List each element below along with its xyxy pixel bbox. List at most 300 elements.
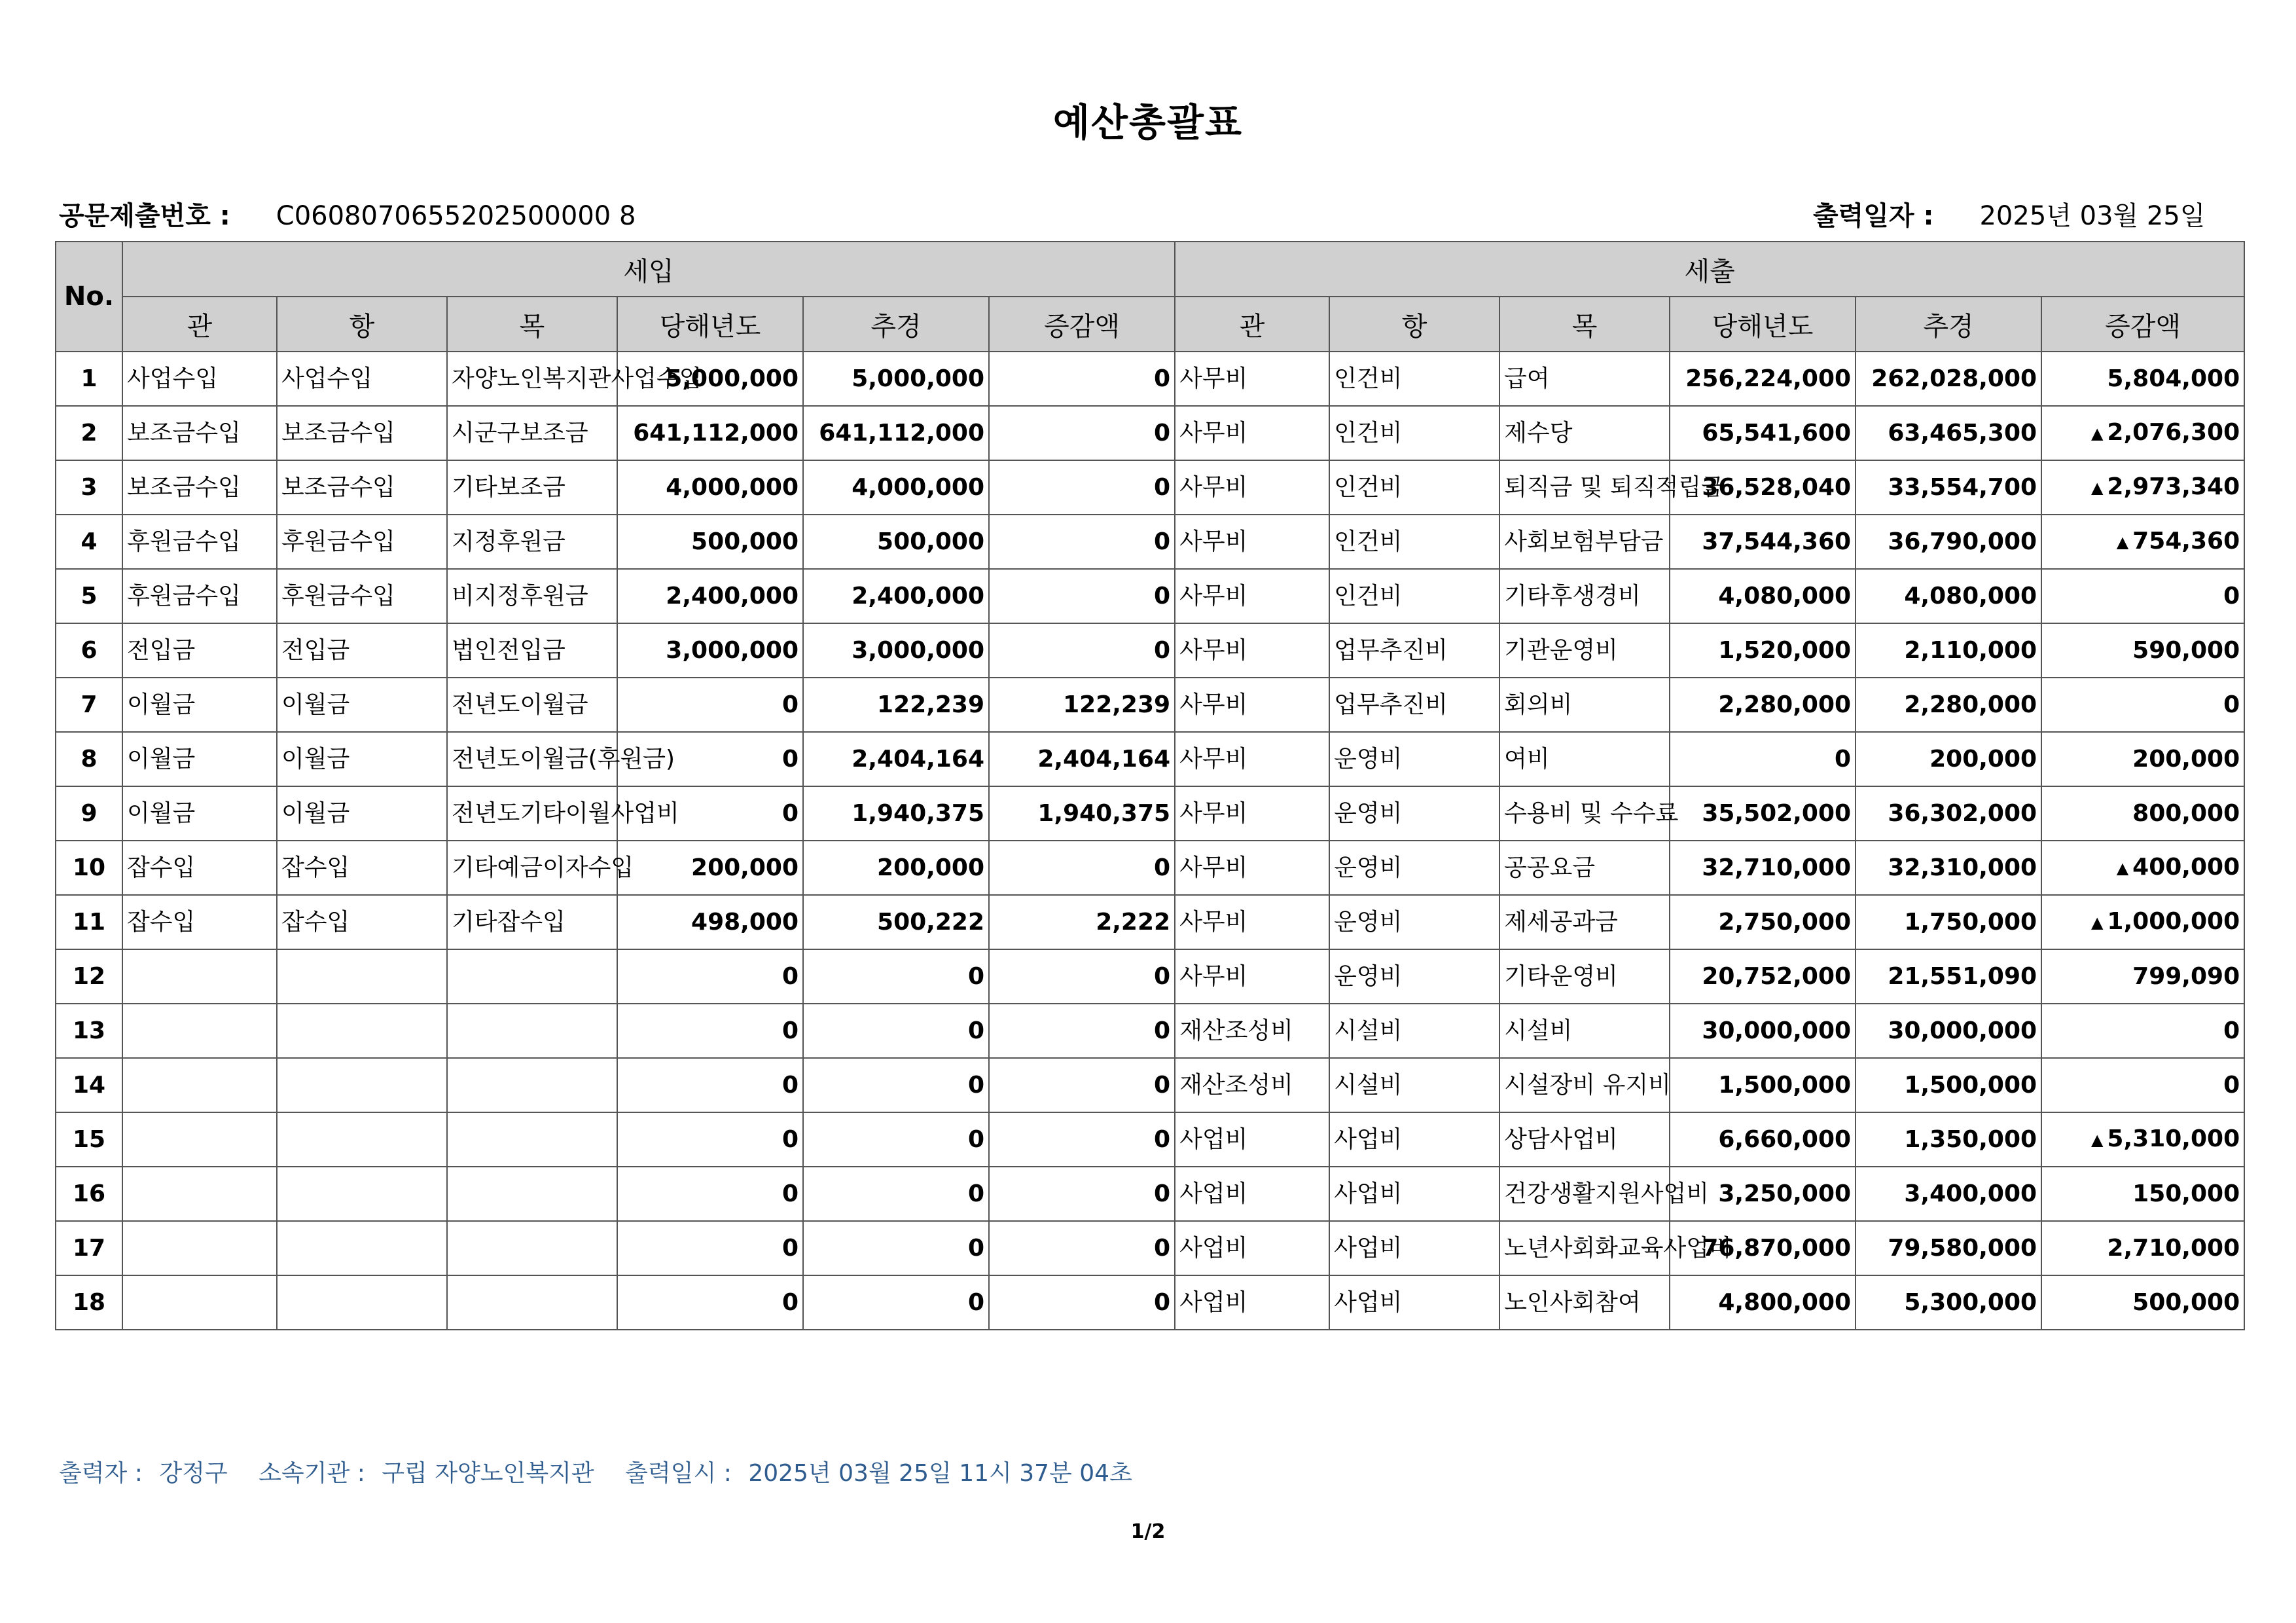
expense-gwan-cell — [1175, 460, 1329, 515]
expense-current-value: 3,250,000 — [1718, 1180, 1852, 1207]
expense-hang-value: 인건비 — [1334, 473, 1403, 501]
income-change-cell — [989, 895, 1175, 949]
expense-current-cell — [1670, 895, 1856, 949]
income-supplementary-value: 500,222 — [877, 908, 984, 936]
income-gwan-cell — [122, 1275, 277, 1330]
income-change-value: 1,940,375 — [1037, 799, 1171, 827]
income-change-value: 0 — [1154, 419, 1171, 447]
income-current-cell — [617, 1004, 803, 1058]
income-gwan-cell — [122, 406, 277, 460]
row-number-value: 6 — [81, 636, 98, 664]
income-current-cell — [617, 406, 803, 460]
expense-current-cell — [1670, 678, 1856, 732]
org-name: 구립 자양노인복지관 — [382, 1460, 594, 1487]
expense-current-value: 4,080,000 — [1718, 582, 1852, 610]
income-supplementary-value: 3,000,000 — [852, 636, 984, 664]
expense-change-cell — [2041, 515, 2244, 569]
header-out-hang: 항 — [1329, 297, 1499, 352]
table-row — [56, 1004, 2244, 1058]
income-hang-value: 잡수입 — [281, 854, 350, 881]
expense-current-cell — [1670, 1112, 1856, 1167]
expense-gwan-value: 재산조성비 — [1179, 1071, 1293, 1099]
row-number-cell — [56, 1058, 122, 1112]
income-supplementary-cell — [803, 460, 989, 515]
expense-gwan-cell — [1175, 949, 1329, 1004]
income-hang-value: 이월금 — [281, 799, 350, 827]
income-supplementary-value: 2,404,164 — [852, 745, 984, 773]
expense-supplementary-value: 2,110,000 — [1904, 636, 2037, 664]
row-number-cell — [56, 678, 122, 732]
expense-change-value: 0 — [2223, 691, 2240, 718]
income-mok-value: 기타예금이자수입 — [452, 854, 634, 881]
expense-change-value: 400,000 — [2132, 854, 2240, 881]
expense-gwan-value: 사업비 — [1179, 1234, 1248, 1262]
income-mok-cell — [447, 569, 617, 623]
income-supplementary-value: 0 — [967, 1288, 984, 1316]
expense-gwan-value: 사무비 — [1179, 854, 1248, 881]
expense-supplementary-value: 30,000,000 — [1888, 1017, 2037, 1044]
expense-current-value: 36,528,040 — [1702, 473, 1852, 501]
expense-supplementary-value: 36,790,000 — [1888, 528, 2037, 555]
income-change-value: 0 — [1154, 365, 1171, 392]
decrease-marker-icon: ▲ — [2090, 424, 2104, 443]
expense-gwan-value: 사무비 — [1179, 962, 1248, 990]
income-supplementary-value: 0 — [967, 962, 984, 990]
printer-name: 강정구 — [159, 1460, 228, 1487]
income-change-cell — [989, 1221, 1175, 1275]
print-date-label: 출력일자 : — [1813, 201, 1934, 231]
income-hang-cell — [277, 1275, 447, 1330]
income-hang-cell — [277, 949, 447, 1004]
expense-change-value: 0 — [2223, 1017, 2240, 1044]
income-gwan-value: 보조금수입 — [127, 473, 241, 501]
header-out-mok: 목 — [1499, 297, 1670, 352]
row-number-value: 3 — [81, 473, 98, 501]
expense-gwan-cell — [1175, 1167, 1329, 1221]
income-change-value: 0 — [1154, 473, 1171, 501]
header-in-mok: 목 — [447, 297, 617, 352]
expense-gwan-value: 사무비 — [1179, 691, 1248, 718]
expense-gwan-cell — [1175, 678, 1329, 732]
income-current-value: 200,000 — [691, 854, 798, 881]
printed-at-label: 출력일시 : — [625, 1460, 732, 1487]
expense-gwan-cell — [1175, 1112, 1329, 1167]
expense-gwan-value: 사업비 — [1179, 1125, 1248, 1153]
income-supplementary-cell — [803, 732, 989, 786]
expense-change-cell — [2041, 569, 2244, 623]
row-number-cell — [56, 623, 122, 678]
income-mok-value: 법인전입금 — [452, 636, 565, 664]
row-number-value: 17 — [72, 1234, 106, 1262]
expense-change-cell — [2041, 678, 2244, 732]
income-hang-cell — [277, 460, 447, 515]
doc-number — [59, 195, 636, 232]
print-date-value: 2025년 03월 25일 — [1979, 201, 2206, 231]
income-mok-value: 기타잡수입 — [452, 908, 565, 936]
expense-change-value: 2,710,000 — [2107, 1234, 2240, 1262]
expense-current-value: 2,750,000 — [1718, 908, 1852, 936]
income-supplementary-value: 0 — [967, 1017, 984, 1044]
expense-current-cell — [1670, 1058, 1856, 1112]
decrease-marker-icon: ▲ — [2090, 479, 2104, 497]
income-mok-value: 비지정후원금 — [452, 582, 588, 610]
expense-supplementary-cell — [1856, 786, 2041, 841]
page-number: 1/2 — [1130, 1520, 1166, 1543]
expense-change-value: 590,000 — [2132, 636, 2240, 664]
expense-current-value: 6,660,000 — [1718, 1125, 1852, 1153]
expense-mok-cell — [1499, 895, 1670, 949]
income-change-cell — [989, 1004, 1175, 1058]
expense-gwan-cell — [1175, 841, 1329, 895]
income-hang-cell — [277, 569, 447, 623]
income-hang-cell — [277, 1004, 447, 1058]
expense-gwan-cell — [1175, 1221, 1329, 1275]
income-change-value: 0 — [1154, 854, 1171, 881]
expense-hang-cell — [1329, 406, 1499, 460]
expense-supplementary-cell — [1856, 515, 2041, 569]
table-row — [56, 352, 2244, 406]
expense-hang-cell — [1329, 1275, 1499, 1330]
income-change-value: 0 — [1154, 528, 1171, 555]
income-mok-cell — [447, 1058, 617, 1112]
expense-mok-value: 여비 — [1504, 745, 1550, 773]
expense-gwan-value: 사무비 — [1179, 636, 1248, 664]
expense-change-value: 0 — [2223, 582, 2240, 610]
income-supplementary-value: 500,000 — [877, 528, 984, 555]
header-in-hang: 항 — [277, 297, 447, 352]
expense-change-cell — [2041, 949, 2244, 1004]
expense-change-cell — [2041, 895, 2244, 949]
income-supplementary-value: 5,000,000 — [852, 365, 984, 392]
income-hang-value: 보조금수입 — [281, 419, 395, 447]
income-change-cell — [989, 352, 1175, 406]
income-change-value: 0 — [1154, 1017, 1171, 1044]
income-change-cell — [989, 569, 1175, 623]
income-supplementary-cell — [803, 569, 989, 623]
expense-mok-cell — [1499, 406, 1670, 460]
table-row — [56, 623, 2244, 678]
expense-mok-value: 회의비 — [1504, 691, 1573, 718]
expense-mok-value: 공공요금 — [1504, 854, 1596, 881]
expense-change-value: 0 — [2223, 1071, 2240, 1099]
income-supplementary-value: 0 — [967, 1125, 984, 1153]
income-current-value: 0 — [781, 1125, 798, 1153]
expense-hang-value: 사업비 — [1334, 1234, 1403, 1262]
expense-change-value: 754,360 — [2132, 528, 2240, 555]
income-hang-value: 보조금수입 — [281, 473, 395, 501]
expense-current-cell — [1670, 786, 1856, 841]
expense-change-cell — [2041, 406, 2244, 460]
income-mok-cell — [447, 1112, 617, 1167]
expense-supplementary-value: 4,080,000 — [1904, 582, 2037, 610]
income-mok-value: 기타보조금 — [452, 473, 565, 501]
income-hang-cell — [277, 895, 447, 949]
income-supplementary-cell — [803, 1058, 989, 1112]
expense-change-cell — [2041, 732, 2244, 786]
expense-gwan-value: 사무비 — [1179, 582, 1248, 610]
expense-mok-value: 급여 — [1504, 365, 1550, 392]
expense-hang-value: 시설비 — [1334, 1071, 1403, 1099]
income-supplementary-cell — [803, 1221, 989, 1275]
income-hang-cell — [277, 786, 447, 841]
income-supplementary-value: 122,239 — [877, 691, 984, 718]
expense-mok-value: 사회보험부담금 — [1504, 528, 1664, 555]
row-number-cell — [56, 1275, 122, 1330]
income-hang-cell — [277, 623, 447, 678]
expense-supplementary-value: 5,300,000 — [1904, 1288, 2037, 1316]
income-hang-cell — [277, 1167, 447, 1221]
income-change-cell — [989, 1058, 1175, 1112]
table-row — [56, 841, 2244, 895]
expense-hang-cell — [1329, 678, 1499, 732]
income-hang-value: 후원금수입 — [281, 528, 395, 555]
table-row — [56, 1058, 2244, 1112]
expense-mok-cell — [1499, 678, 1670, 732]
table-row — [56, 1112, 2244, 1167]
income-gwan-cell — [122, 949, 277, 1004]
row-number-cell — [56, 569, 122, 623]
expense-mok-value: 기타운영비 — [1504, 962, 1618, 990]
income-hang-cell — [277, 352, 447, 406]
income-change-value: 0 — [1154, 582, 1171, 610]
table-row — [56, 1167, 2244, 1221]
expense-mok-cell — [1499, 732, 1670, 786]
row-number-cell — [56, 1167, 122, 1221]
expense-gwan-value: 사업비 — [1179, 1180, 1248, 1207]
income-current-value: 0 — [781, 1234, 798, 1262]
expense-supplementary-cell — [1856, 352, 2041, 406]
expense-mok-cell — [1499, 1221, 1732, 1275]
expense-change-cell — [2041, 1112, 2244, 1167]
expense-mok-value: 기타후생경비 — [1504, 582, 1641, 610]
income-hang-cell — [277, 1112, 447, 1167]
header-in-current: 당해년도 — [617, 297, 803, 352]
header-income: 세입 — [122, 242, 1175, 297]
expense-mok-cell — [1499, 1167, 1710, 1221]
expense-gwan-cell — [1175, 352, 1329, 406]
income-current-value: 0 — [781, 691, 798, 718]
row-number-cell — [56, 949, 122, 1004]
income-mok-value: 자양노인복지관사업수입 — [452, 365, 702, 392]
income-supplementary-cell — [803, 623, 989, 678]
expense-change-value: 2,076,300 — [2107, 419, 2240, 446]
expense-mok-value: 퇴직금 및 퇴직적립금 — [1504, 473, 1724, 501]
expense-hang-value: 운영비 — [1334, 908, 1403, 936]
income-change-value: 0 — [1154, 1125, 1171, 1153]
income-mok-cell — [447, 515, 617, 569]
income-mok-cell — [447, 841, 634, 895]
income-gwan-value: 이월금 — [127, 799, 196, 827]
income-gwan-value: 보조금수입 — [127, 419, 241, 447]
income-current-value: 0 — [781, 1071, 798, 1099]
income-change-value: 0 — [1154, 1071, 1171, 1099]
expense-current-value: 65,541,600 — [1702, 419, 1852, 447]
income-supplementary-value: 1,940,375 — [852, 799, 984, 827]
row-number-value: 9 — [81, 799, 98, 827]
income-gwan-value: 이월금 — [127, 745, 196, 773]
print-date — [1813, 195, 2205, 232]
expense-change-cell — [2041, 1221, 2244, 1275]
income-gwan-cell — [122, 1167, 277, 1221]
income-mok-value: 전년도이월금(후원금) — [452, 745, 675, 773]
expense-mok-cell — [1499, 1058, 1670, 1112]
expense-current-cell — [1670, 406, 1856, 460]
expense-change-cell — [2041, 460, 2244, 515]
expense-mok-cell — [1499, 841, 1670, 895]
income-mok-cell — [447, 895, 617, 949]
expense-current-cell — [1670, 1275, 1856, 1330]
decrease-marker-icon: ▲ — [2090, 913, 2104, 932]
header-no: No. — [56, 242, 122, 352]
doc-number-label: 공문제출번호 : — [59, 201, 230, 231]
income-gwan-value: 후원금수입 — [127, 582, 241, 610]
page-title: 예산총괄표 — [1052, 100, 1244, 145]
decrease-marker-icon: ▲ — [2116, 859, 2129, 877]
income-change-cell — [989, 1112, 1175, 1167]
budget-table-body — [56, 352, 2244, 1330]
income-gwan-value: 사업수입 — [127, 365, 219, 392]
expense-current-cell — [1670, 1004, 1856, 1058]
income-change-cell — [989, 841, 1175, 895]
expense-mok-value: 기관운영비 — [1504, 636, 1618, 664]
expense-supplementary-value: 200,000 — [1929, 745, 2037, 773]
expense-mok-cell — [1499, 460, 1724, 515]
expense-change-value: 1,000,000 — [2107, 908, 2240, 935]
expense-gwan-value: 사무비 — [1179, 799, 1248, 827]
expense-supplementary-cell — [1856, 1167, 2041, 1221]
income-gwan-cell — [122, 1221, 277, 1275]
header-out-current: 당해년도 — [1670, 297, 1856, 352]
income-gwan-cell — [122, 623, 277, 678]
row-number-value: 13 — [72, 1017, 106, 1044]
expense-hang-cell — [1329, 515, 1499, 569]
income-change-value: 0 — [1154, 962, 1171, 990]
expense-current-cell — [1670, 352, 1856, 406]
expense-hang-value: 운영비 — [1334, 745, 1403, 773]
income-change-value: 2,404,164 — [1037, 745, 1171, 773]
income-supplementary-cell — [803, 515, 989, 569]
income-mok-value: 전년도기타이월사업비 — [452, 799, 679, 827]
row-number-cell — [56, 732, 122, 786]
income-current-value: 500,000 — [691, 528, 798, 555]
expense-mok-cell — [1499, 623, 1670, 678]
expense-gwan-cell — [1175, 406, 1329, 460]
row-number-value: 15 — [72, 1125, 106, 1153]
row-number-value: 4 — [81, 528, 98, 555]
income-change-value: 0 — [1154, 1234, 1171, 1262]
income-mok-cell — [447, 1275, 617, 1330]
expense-hang-value: 인건비 — [1334, 365, 1403, 392]
income-current-cell — [617, 1275, 803, 1330]
expense-current-value: 2,280,000 — [1718, 691, 1852, 718]
income-current-value: 0 — [781, 1017, 798, 1044]
income-current-cell — [617, 895, 803, 949]
income-mok-cell — [447, 352, 702, 406]
expense-gwan-cell — [1175, 1004, 1329, 1058]
expense-change-value: 5,310,000 — [2107, 1125, 2240, 1152]
income-change-value: 2,222 — [1096, 908, 1171, 936]
expense-gwan-cell — [1175, 569, 1329, 623]
expense-hang-cell — [1329, 732, 1499, 786]
expense-gwan-value: 사무비 — [1179, 745, 1248, 773]
income-current-cell — [617, 841, 803, 895]
expense-mok-value: 시설장비 유지비 — [1504, 1071, 1671, 1099]
income-change-cell — [989, 786, 1175, 841]
expense-gwan-cell — [1175, 732, 1329, 786]
expense-change-value: 5,804,000 — [2107, 365, 2240, 392]
expense-supplementary-value: 32,310,000 — [1888, 854, 2037, 881]
expense-mok-cell — [1499, 949, 1670, 1004]
expense-current-value: 32,710,000 — [1702, 854, 1852, 881]
expense-mok-value: 노년사회화교육사업비 — [1504, 1234, 1732, 1262]
income-mok-cell — [447, 949, 617, 1004]
income-gwan-value: 전입금 — [127, 636, 196, 664]
expense-current-cell — [1670, 623, 1856, 678]
row-number-cell — [56, 1221, 122, 1275]
income-current-value: 641,112,000 — [633, 419, 798, 447]
expense-hang-value: 사업비 — [1334, 1288, 1403, 1316]
expense-mok-cell — [1499, 352, 1670, 406]
expense-hang-cell — [1329, 1221, 1499, 1275]
income-hang-cell — [277, 732, 447, 786]
expense-hang-cell — [1329, 1004, 1499, 1058]
expense-supplementary-cell — [1856, 623, 2041, 678]
print-footer — [59, 1455, 1141, 1488]
row-number-value: 10 — [72, 854, 106, 881]
income-change-cell — [989, 678, 1175, 732]
income-hang-cell — [277, 406, 447, 460]
header-in-change: 증감액 — [989, 297, 1175, 352]
income-hang-value: 사업수입 — [281, 365, 373, 392]
expense-supplementary-cell — [1856, 406, 2041, 460]
expense-change-value: 799,090 — [2132, 962, 2240, 990]
expense-supplementary-cell — [1856, 1004, 2041, 1058]
expense-hang-cell — [1329, 460, 1499, 515]
expense-hang-cell — [1329, 569, 1499, 623]
printer-label: 출력자 : — [59, 1460, 143, 1487]
expense-gwan-value: 사업비 — [1179, 1288, 1248, 1316]
expense-mok-cell — [1499, 1004, 1670, 1058]
income-gwan-cell — [122, 515, 277, 569]
income-gwan-value: 후원금수입 — [127, 528, 241, 555]
income-supplementary-value: 200,000 — [877, 854, 984, 881]
expense-gwan-cell — [1175, 623, 1329, 678]
row-number-cell — [56, 786, 122, 841]
income-supplementary-cell — [803, 786, 989, 841]
income-gwan-cell — [122, 895, 277, 949]
expense-current-value: 4,800,000 — [1718, 1288, 1852, 1316]
expense-gwan-value: 사무비 — [1179, 473, 1248, 501]
row-number-value: 1 — [81, 365, 98, 392]
expense-gwan-value: 사무비 — [1179, 908, 1248, 936]
income-supplementary-cell — [803, 1275, 989, 1330]
header-out-change: 증감액 — [2041, 297, 2244, 352]
expense-change-cell — [2041, 623, 2244, 678]
expense-hang-value: 인건비 — [1334, 419, 1403, 447]
income-supplementary-value: 0 — [967, 1234, 984, 1262]
row-number-value: 14 — [72, 1071, 106, 1099]
table-row — [56, 732, 2244, 786]
income-gwan-value: 잡수입 — [127, 854, 196, 881]
income-gwan-cell — [122, 1058, 277, 1112]
income-change-value: 0 — [1154, 1180, 1171, 1207]
income-supplementary-cell — [803, 1167, 989, 1221]
row-number-cell — [56, 406, 122, 460]
expense-hang-value: 운영비 — [1334, 962, 1403, 990]
income-gwan-value: 이월금 — [127, 691, 196, 718]
row-number-cell — [56, 352, 122, 406]
expense-current-cell — [1670, 515, 1856, 569]
